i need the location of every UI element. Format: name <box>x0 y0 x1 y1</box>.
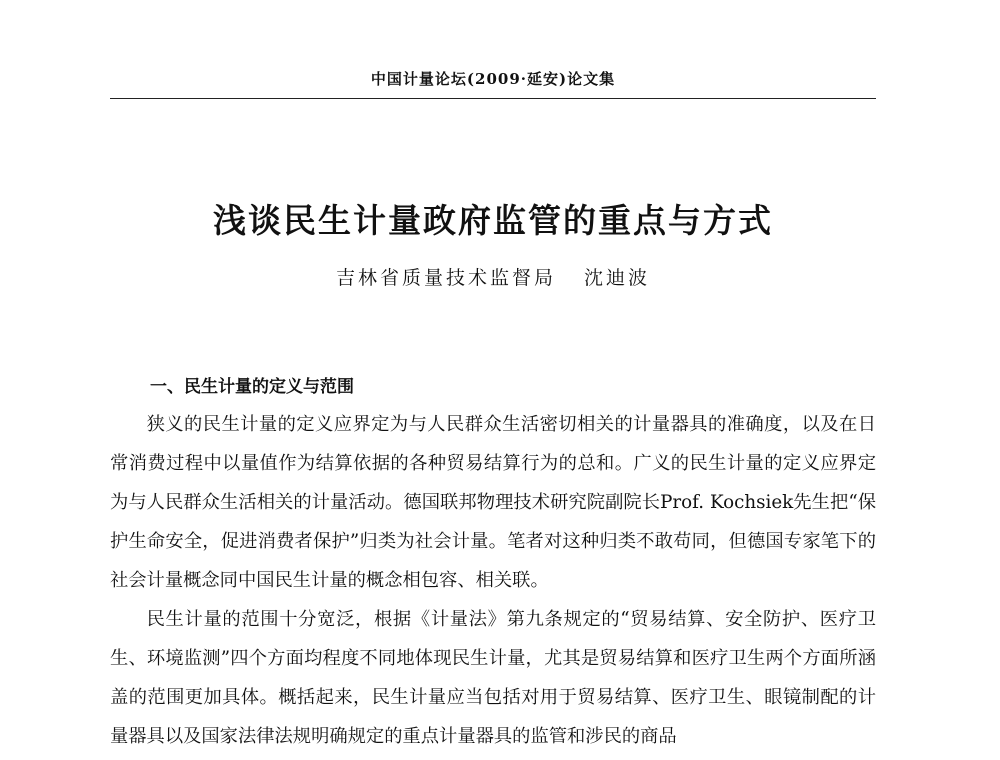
author-affiliation: 吉林省质量技术监督局 <box>335 267 556 289</box>
paragraph: 民生计量的范围十分宽泛，根据《计量法》第九条规定的“贸易结算、安全防护、医疗卫生、环境监测”四个方面均程度不同地体现民生计量，尤其是贸易结算和医疗卫生两个方面所涵盖的范围更加具体。概括起来，民生计量应当包括对用于贸易结算、医疗卫生、眼镜制配的计量器具以及国家法律法规明确规定的重点计量器具的监管和涉民的商品 <box>110 609 876 747</box>
paper-title: 浅谈民生计量政府监管的重点与方式 <box>213 201 773 240</box>
header-rule <box>110 98 876 99</box>
byline <box>110 263 876 290</box>
paragraph: 狭义的民生计量的定义应界定为与人民群众生活密切相关的计量器具的准确度，以及在日常消费过程中以量值作为结算依据的各种贸易结算行为的总和。广义的民生计量的定义应界定为与人民群众生活相关的计量活动。德国联邦物理技术研究院副院长Prof. Kochsiek先生把“保护生命安全，促进消费者保护”归类为社会计量。笔者对这种归类不敢苟同，但德国专家笔下的社会计量概念同中国民生计量的概念相包容、相关联。 <box>110 414 876 591</box>
section-heading: 一、民生计量的定义与范围 <box>150 377 354 397</box>
body-text <box>110 405 876 756</box>
running-head: 中国计量论坛(2009·延安)论文集 <box>370 70 616 88</box>
author-name: 沈迪波 <box>584 267 651 289</box>
